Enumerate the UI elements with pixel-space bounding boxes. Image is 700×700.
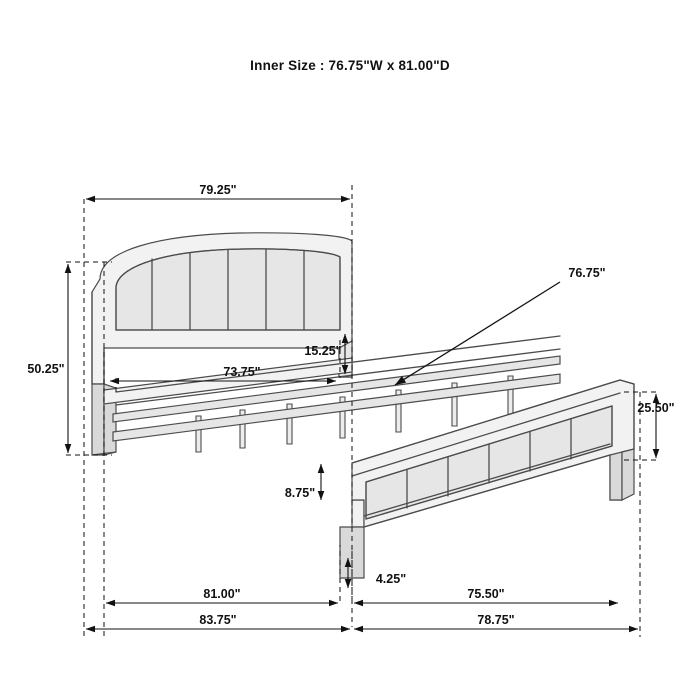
dim-overall-length — [86, 613, 350, 629]
footboard-right-leg-side — [622, 449, 634, 500]
dim-label-headboard-panel-width: 73.75" — [223, 365, 261, 379]
headboard-left-leg — [92, 384, 104, 455]
dim-footboard-width — [354, 613, 638, 629]
dim-label-headboard-panel-height: 15.25" — [304, 344, 342, 358]
dim-label-overall-length: 83.75" — [199, 613, 237, 627]
dim-label-footboard-width: 78.75" — [477, 613, 515, 627]
bed-illustration — [92, 233, 634, 578]
dim-label-foot-leg-clearance: 4.25" — [375, 572, 407, 586]
footboard-right-leg — [610, 452, 622, 500]
dim-label-footboard-panel-width: 75.50" — [467, 587, 505, 601]
dim-headboard-width — [86, 183, 350, 199]
dim-label-overall-height: 50.25" — [27, 362, 65, 376]
page-title: Inner Size : 76.75"W x 81.00"D — [250, 58, 450, 73]
dim-footboard-panel-width — [354, 587, 618, 603]
dim-rail-clearance — [285, 464, 321, 500]
dim-label-footboard-height: 25.50" — [637, 401, 675, 415]
dim-label-mattress-width: 76.75" — [568, 266, 606, 280]
dim-inner-length — [106, 587, 338, 603]
dim-label-rail-clearance: 8.75" — [284, 486, 316, 500]
dim-footboard-height — [637, 394, 674, 458]
footboard-left-post — [352, 500, 364, 527]
dim-overall-height — [27, 264, 68, 453]
dim-label-inner-length: 81.00" — [203, 587, 241, 601]
dim-label-headboard-width: 79.25" — [199, 183, 237, 197]
